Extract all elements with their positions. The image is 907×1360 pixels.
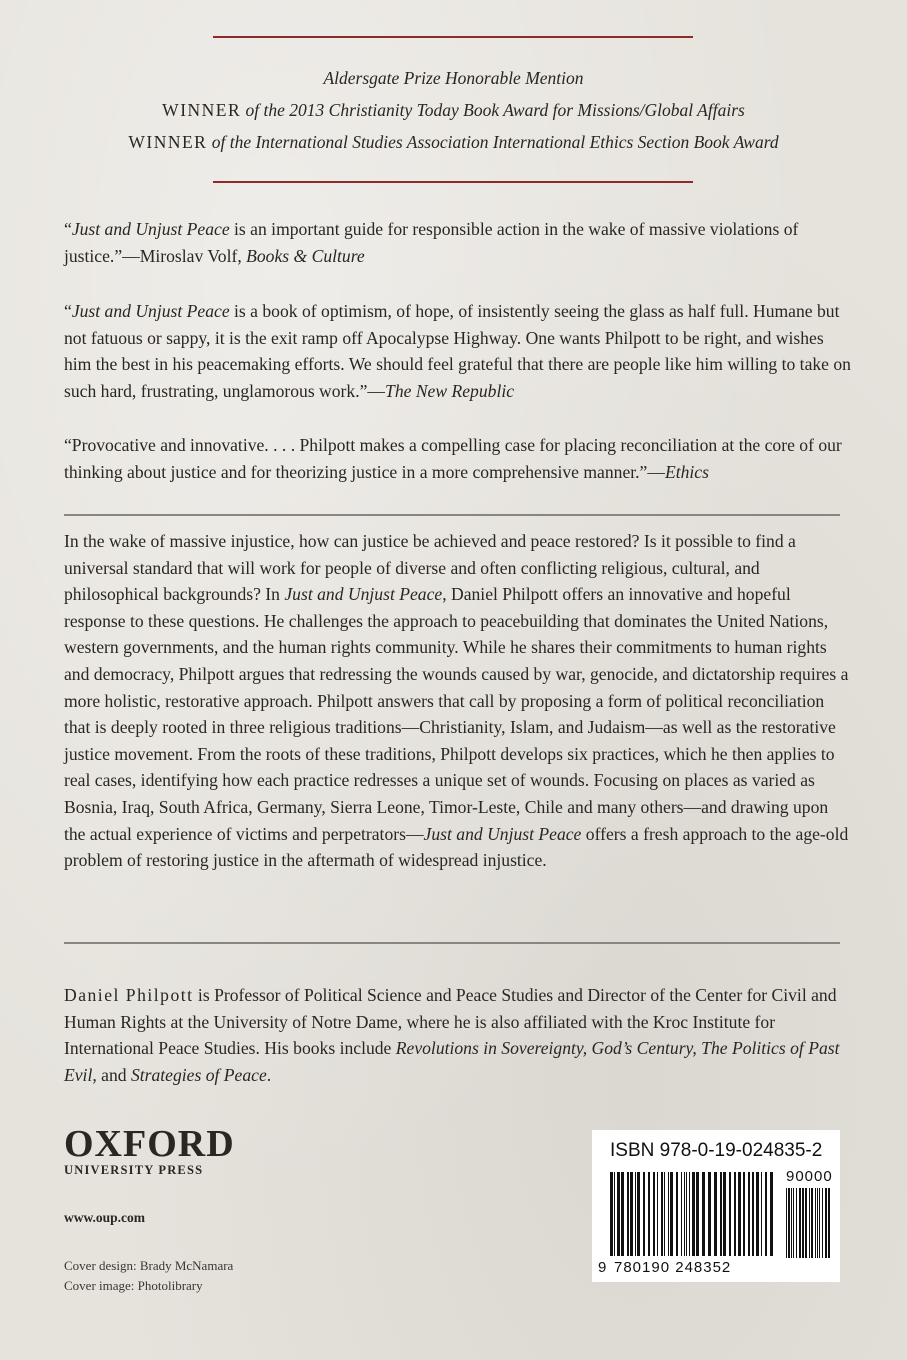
top-red-rule [213, 36, 693, 38]
author-bio: Daniel Philpott is Professor of Political Science and Peace Studies and Director of the Center for Civil and Human Rights at the University of Notre Dame, where he is also affiliated with the Kroc Institute for International Peace Studies. His books include Revolutions in Sovereignty, God’s Century, The Politics of Past Evil, and Strategies of Peace. [64, 985, 840, 1085]
isbn-text: ISBN 978-0-19-024835-2 [610, 1140, 823, 1161]
divider-2 [64, 942, 840, 944]
price-addon-code: 90000 [786, 1168, 833, 1185]
award-line-2: WINNER of the 2013 Christianity Today Book Award for Missions/Global Affairs [162, 100, 745, 120]
barcode-icon [608, 1172, 834, 1260]
publisher-subtitle: UNIVERSITY PRESS [64, 1163, 204, 1177]
divider-1 [64, 514, 840, 516]
quote-ethics: “Provocative and innovative. . . . Philpott makes a compelling case for placing reconciliation at the core of our thinking about justice and for theorizing justice in a more comprehensive manner.”—Ethics [64, 435, 842, 482]
ean-digits: 780190 248352 [614, 1259, 732, 1276]
awards-block [60, 62, 847, 158]
quote-volf: “Just and Unjust Peace is an important guide for responsible action in the wake of massive violations of justice.”—Miroslav Volf, Books & Culture [64, 219, 799, 266]
ean-first-digit: 9 [598, 1259, 607, 1276]
bottom-red-rule [213, 181, 693, 183]
book-description: In the wake of massive injustice, how can justice be achieved and peace restored? Is it possible to find a universal standard that will work for people of diverse and often conflicting religious, cultural, and philosophical backgrounds? In Just and Unjust Peace, Daniel Philpott offers an innovative and hopeful response to these questions. He challenges the approach to peacebuilding that dominates the United Nations, western governments, and the human rights community. While he shares their commitments to human rights and democracy, Philpott argues that redressing the wounds caused by war, genocide, and dictatorship requires a more holistic, restorative approach. Philpott answers that call by proposing a form of political reconciliation that is deeply rooted in three religious traditions—Christianity, Islam, and Judaism—as well as the restorative justice movement. From the roots of these traditions, Philpott develops six practices, which he then applies to real cases, identifying how each practice redresses a unique set of wounds. Focusing on places as varied as Bosnia, Iraq, South Africa, Germany, Sierra Leone, Timor-Leste, Chile and many others—and drawing upon the actual experience of victims and perpetrators—Just and Unjust Peace offers a fresh approach to the age-old problem of restoring justice in the aftermath of widespread injustice. [64, 531, 849, 871]
award-line-1: Aldersgate Prize Honorable Mention [323, 68, 584, 88]
cover-image-credit: Cover image: Photolibrary [64, 1278, 203, 1293]
award-line-3: WINNER of the International Studies Association International Ethics Section Book Award [128, 132, 779, 152]
publisher-website: www.oup.com [64, 1210, 146, 1225]
cover-design-credit: Cover design: Brady McNamara [64, 1258, 234, 1273]
quote-new-republic: “Just and Unjust Peace is a book of optimism, of hope, of insistently seeing the glass as half full. Humane but not fatuous or sappy, it is the exit ramp off Apocalypse Highway. One wants Philpott to be right, and wishes him the best in his peacemaking efforts. We should feel grateful that there are people like him willing to take on such hard, frustrating, unglamorous work.”—The New Republic [64, 301, 851, 401]
publisher-logo: OXFORD [64, 1123, 235, 1165]
